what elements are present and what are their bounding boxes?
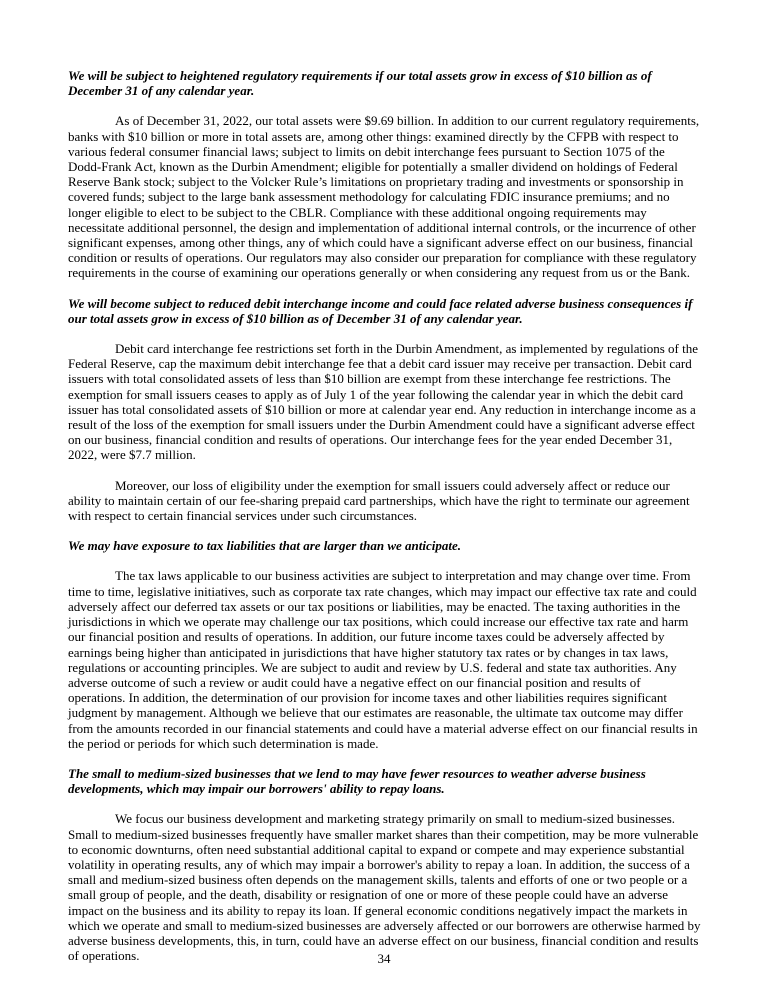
risk-section-tax-liabilities <box>68 538 701 751</box>
risk-heading: We will become subject to reduced debit interchange income and could face related adverse business consequences if our total assets grow in excess of $10 billion as of December 31 of any calendar year. <box>68 295 693 326</box>
paragraph: The tax laws applicable to our business activities are subject to interpretation and may change over time. From time to time, legislative initiatives, such as corporate tax rate changes, which may impact our effective tax rate and could adversely affect our deferred tax assets or our tax positions or liabilities, may be enacted. The taxing authorities in the jurisdictions in which we operate may challenge our tax positions, which could increase our effective tax rate and harm our financial position and results of operations. In addition, our future income taxes could be adversely affected by earnings being higher than anticipated in jurisdictions that have higher statutory tax rates or by changes in tax laws, regulations or accounting principles. We are subject to audit and review by U.S. federal and state tax authorities. Any adverse outcome of such a review or audit could have a negative effect on our financial position and results of operations. In addition, the determination of our provision for income taxes and other liabilities requires significant judgment by management. Although we believe that our estimates are reasonable, the ultimate tax outcome may differ from the amounts recorded in our financial statements and could have a material adverse effect on our financial results in the period or periods for which such determination is made. <box>68 568 698 751</box>
paragraph: Debit card interchange fee restrictions set forth in the Durbin Amendment, as implemented by regulations of the Federal Reserve, cap the maximum debit interchange fee that a debit card issuer may receive per transaction. Debit card issuers with total consolidated assets of less than $10 billion are exempt from these interchange fee restrictions. The exemption for small issuers ceases to apply as of July 1 of the year following the calendar year in which the debit card issuer has total consolidated assets of $10 billion or more at calendar year end. Any reduction in interchange income as a result of the loss of the exemption for small issuers under the Durbin Amendment could have a significant adverse effect on our business, financial condition and results of operations. Our interchange fees for the year ended December 31, 2022, were $7.7 million. <box>68 341 699 463</box>
paragraph: As of December 31, 2022, our total assets were $9.69 billion. In addition to our current regulatory requirements, banks with $10 billion or more in total assets are, among other things: examined directly by the CFPB with respect to various federal consumer financial laws; subject to limits on debit interchange fees pursuant to Section 1075 of the Dodd-Frank Act, known as the Durbin Amendment; eligible for potentially a smaller dividend on holdings of Federal Reserve Bank stock; subject to the Volcker Rule’s limitations on proprietary trading and investments or sponsorship in covered funds; subject to the large bank assessment methodology for calculating FDIC insurance premiums; and no longer eligible to elect to be subject to the CBLR. Compliance with these additional ongoing requirements may necessitate additional personnel, the design and implementation of additional internal controls, or the incurrence of other significant expenses, among other things, any of which could have a significant adverse effect on our business, financial condition or results of operations. Our regulators may also consider our preparation for compliance with these regulatory requirements in the course of examining our operations generally or when considering any request from us or the Bank. <box>68 113 700 281</box>
risk-section-debit-interchange <box>68 296 701 524</box>
risk-heading: We will be subject to heightened regulatory requirements if our total assets grow in excess of $10 billion as of December 31 of any calendar year. <box>68 68 652 99</box>
page-number: 34 <box>377 951 391 966</box>
paragraph: We focus our business development and marketing strategy primarily on small to medium-sized businesses. Small to medium-sized businesses frequently have smaller market shares than their competition, may be more vulnerable to economic downturns, often need substantial additional capital to expand or compete and may experience substantial volatility in operating results, any of which may impair a borrower's ability to repay a loan. In addition, the success of a small and medium-sized business often depends on the management skills, talents and efforts of one or two people or a small group of people, and the death, disability or resignation of one or more of these people could have an adverse impact on the business and its ability to repay its loan. If general economic conditions negatively impact the markets in which we operate and small to medium-sized businesses are adversely affected or our borrowers are otherwise harmed by adverse business developments, this, in turn, could have an adverse effect on our business, financial condition and results of operations. <box>68 811 701 964</box>
paragraph: Moreover, our loss of eligibility under the exemption for small issuers could adversely affect or reduce our ability to maintain certain of our fee-sharing prepaid card partnerships, which have the right to terminate our agreement with respect to certain financial services under such circumstances. <box>68 477 690 524</box>
risk-section-small-business-borrowers <box>68 766 701 963</box>
risk-heading: The small to medium-sized businesses that we lend to may have fewer resources to weather adverse business developments, which may impair our borrowers' ability to repay loans. <box>68 765 646 797</box>
risk-heading: We may have exposure to tax liabilities that are larger than we anticipate. <box>68 538 462 554</box>
risk-section-regulatory-requirements <box>68 68 701 281</box>
